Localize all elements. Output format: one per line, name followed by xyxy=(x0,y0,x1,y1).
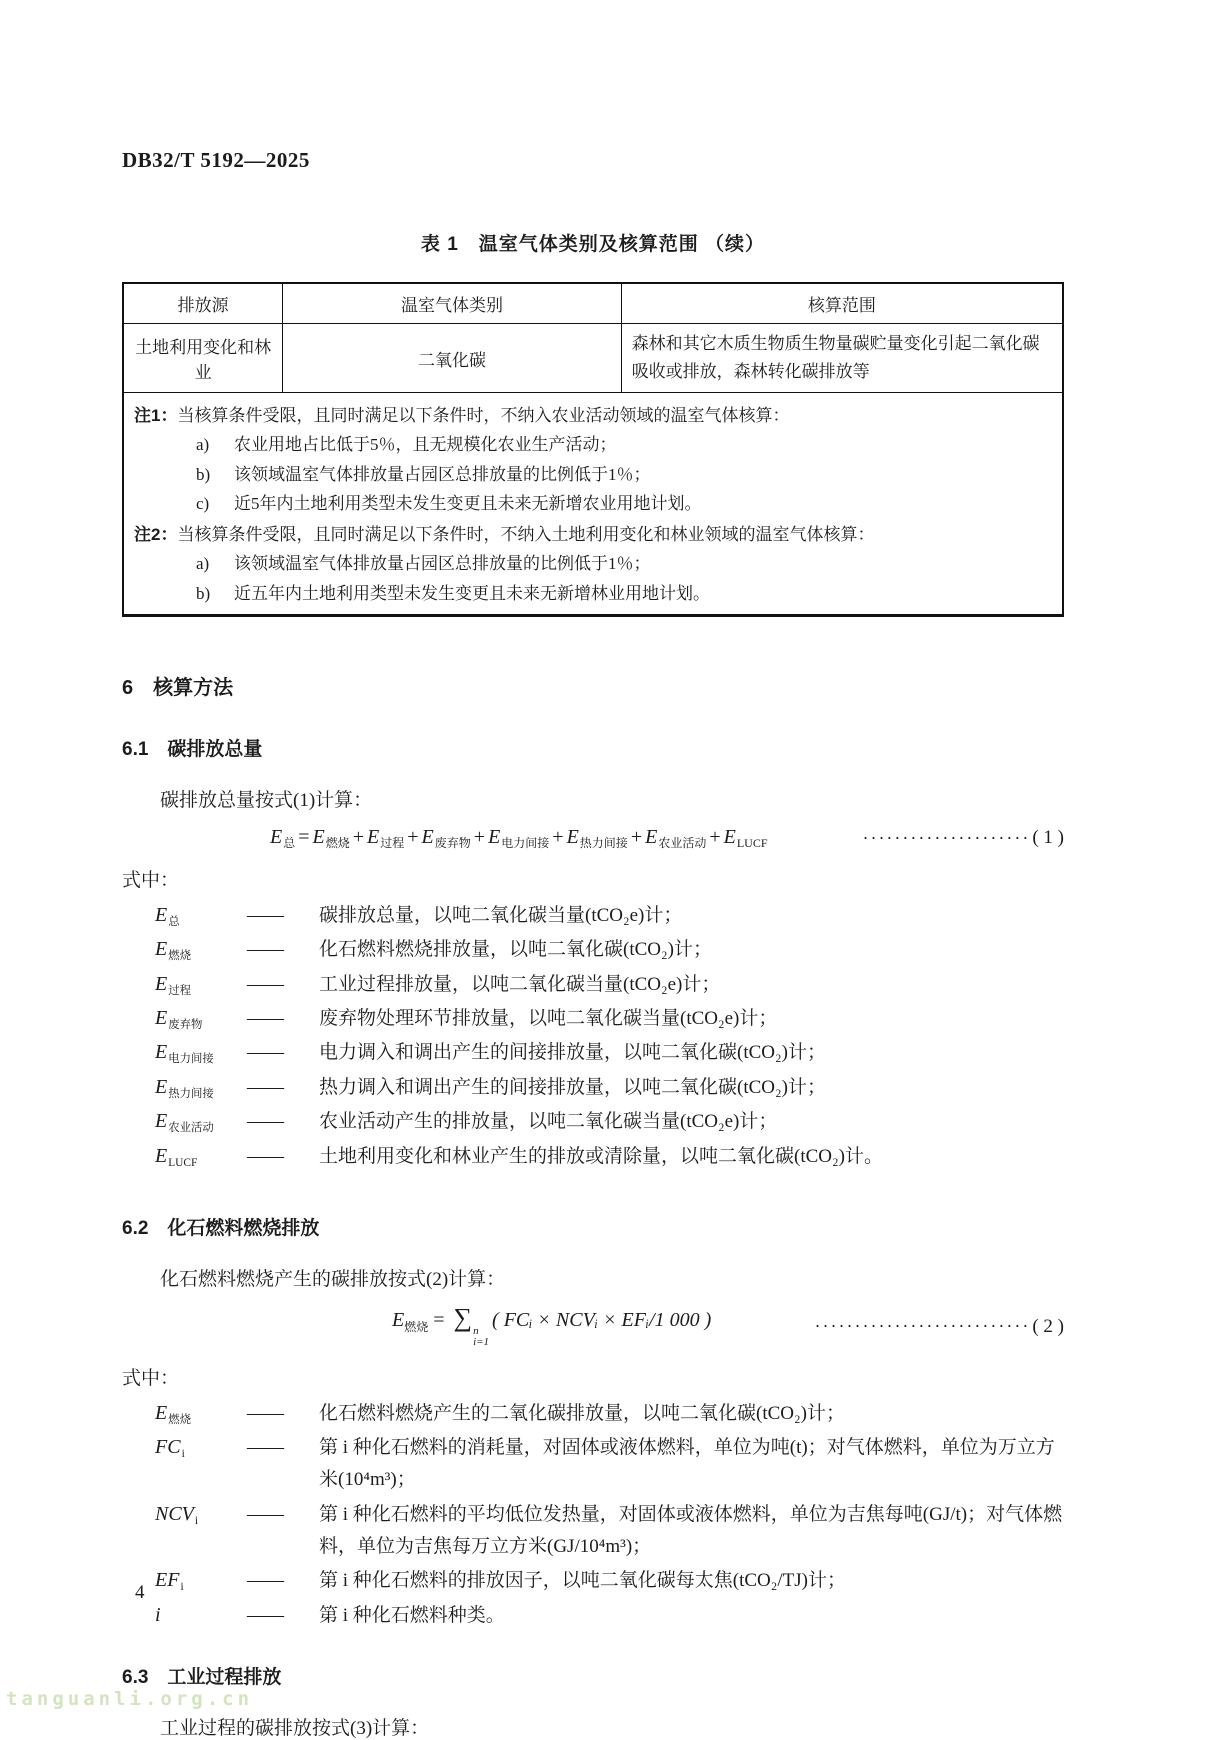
symbol-subscript: 电力间接 xyxy=(168,1053,214,1066)
formula-symbol: E xyxy=(392,1308,405,1331)
definition-description: 化石燃料燃烧产生的二氧化碳排放量，以吨二氧化碳(tCO₂)计； xyxy=(319,1402,845,1424)
definition-description: 第 i 种化石燃料种类。 xyxy=(319,1604,505,1626)
definition-symbol xyxy=(155,1497,247,1531)
definition-description: 工业过程排放量，以吨二氧化碳当量(tCO₂e)计； xyxy=(319,973,721,995)
definition-item xyxy=(155,1497,1064,1564)
symbol-subscript: 过程 xyxy=(168,984,192,997)
definition-dash: —— xyxy=(247,1008,283,1030)
definition-dash: —— xyxy=(247,1503,283,1525)
symbol-base: E xyxy=(155,1110,168,1133)
definition-symbol xyxy=(155,1070,247,1104)
formula-symbol: E xyxy=(312,825,325,848)
definition-dash: —— xyxy=(247,1145,283,1167)
formula-symbol: E xyxy=(723,825,736,848)
definition-description: 农业活动产生的排放量，以吨二氧化碳当量(tCO₂e)计； xyxy=(319,1111,778,1133)
doc-number: DB32/T 5192—2025 xyxy=(122,148,310,172)
definition-item xyxy=(155,1104,1064,1138)
formula-symbol: E xyxy=(270,825,283,848)
definition-symbol xyxy=(155,1104,247,1138)
formula-operator: = xyxy=(298,825,310,848)
definition-symbol xyxy=(155,1430,247,1464)
note-2-items xyxy=(134,549,1052,607)
definition-symbol xyxy=(155,932,247,966)
sum-limits xyxy=(473,1326,489,1349)
definition-dash: —— xyxy=(247,1042,283,1064)
definition-description: 热力调入和调出产生的间接排放量，以吨二氧化碳(tCO₂)计； xyxy=(319,1076,826,1098)
formula-2-body xyxy=(392,1302,712,1349)
note-2-head xyxy=(134,520,1052,549)
note-item-label: b) xyxy=(196,464,211,484)
formula-operator: + xyxy=(552,825,564,848)
definition-dash: —— xyxy=(247,1111,283,1133)
formula-1 xyxy=(122,826,1064,851)
col-header-scope: 核算范围 xyxy=(621,283,1063,324)
s61-definitions xyxy=(155,898,1064,1173)
definition-item xyxy=(155,1139,1064,1173)
formula-symbol: E xyxy=(367,825,380,848)
symbol-base: E xyxy=(155,903,168,926)
symbol-subscript: 农业活动 xyxy=(168,1122,214,1135)
note-item-text: 近5年内土地利用类型未发生变更且未来无新增农业用地计划。 xyxy=(234,493,702,513)
definition-dash: —— xyxy=(247,904,283,926)
cell-gas-type: 二氧化碳 xyxy=(283,324,621,393)
formula-symbol: E xyxy=(488,825,501,848)
formula-operator: + xyxy=(473,825,486,848)
definition-dash: —— xyxy=(247,1402,283,1424)
note-item-label: a) xyxy=(196,554,210,574)
symbol-base: FC xyxy=(155,1436,181,1459)
symbol-base: EF xyxy=(155,1569,180,1592)
s61-intro: 碳排放总量按式(1)计算： xyxy=(160,789,373,811)
heading-6: 6 核算方法 xyxy=(122,676,234,699)
formula-term xyxy=(628,826,707,848)
definition-dash: —— xyxy=(247,1076,283,1098)
note-1-label: 注1： xyxy=(134,406,178,426)
definition-description: 碳排放总量，以吨二氧化碳当量(tCO₂e)计； xyxy=(319,904,683,926)
formula-subscript: 过程 xyxy=(380,835,405,850)
col-header-gas: 温室气体类别 xyxy=(283,283,621,324)
formula-term xyxy=(264,826,295,848)
symbol-subscript: LUCF xyxy=(168,1156,198,1169)
definition-symbol xyxy=(155,1396,247,1430)
formula-term xyxy=(404,826,471,848)
formula-subscript: 农业活动 xyxy=(658,835,707,850)
definition-description: 化石燃料燃烧排放量，以吨二氧化碳(tCO₂)计； xyxy=(319,939,712,961)
symbol-subscript: 废弃物 xyxy=(168,1019,203,1032)
formula-term xyxy=(295,826,350,848)
definition-item xyxy=(155,1598,1064,1632)
ghg-scope-table xyxy=(122,282,1064,617)
definition-item xyxy=(155,1563,1064,1597)
definition-item xyxy=(155,1396,1064,1430)
table-title: 表 1 温室气体类别及核算范围 （续） xyxy=(420,234,766,255)
note-1-head xyxy=(134,401,1052,430)
definition-description: 第 i 种化石燃料的平均低位发热量，对固体或液体燃料，单位为吉焦每吨(GJ/t)；对气体燃料，单位为吉焦每万立方米(GJ/10⁴m³)； xyxy=(319,1503,1063,1557)
equals-sign: = xyxy=(428,1308,450,1331)
symbol-base: i xyxy=(155,1603,161,1626)
symbol-subscript: 总 xyxy=(168,915,180,928)
definition-description: 电力调入和调出产生的间接排放量，以吨二氧化碳(tCO₂)计； xyxy=(319,1042,826,1064)
symbol-subscript: i xyxy=(194,1514,199,1527)
table-row xyxy=(123,324,1063,393)
formula-symbol: E xyxy=(421,825,434,848)
table-header-row xyxy=(123,283,1063,324)
symbol-base: E xyxy=(155,1041,168,1064)
definition-item xyxy=(155,932,1064,966)
symbol-subscript: i xyxy=(180,1581,184,1594)
formula-1-dot-leader: ····················· xyxy=(862,827,1031,848)
formula-symbol: E xyxy=(566,825,579,848)
note-item-text: 该领域温室气体排放量占园区总排放量的比例低于1％； xyxy=(234,464,651,484)
definition-symbol xyxy=(155,967,247,1001)
formula-1-body xyxy=(264,826,768,851)
symbol-subscript: 燃烧 xyxy=(168,950,192,963)
note-1 xyxy=(134,401,1052,518)
note-item xyxy=(196,549,1052,578)
formula-term xyxy=(471,826,550,848)
note-item-text: 该领域温室气体排放量占园区总排放量的比例低于1％； xyxy=(234,554,651,574)
note-item xyxy=(196,460,1052,489)
definition-dash: —— xyxy=(247,973,283,995)
definition-symbol xyxy=(155,1001,247,1035)
note-item-text: 农业用地占比低于5％，且无规模化农业生产活动； xyxy=(234,435,617,455)
symbol-base: E xyxy=(155,1401,168,1424)
formula-1-number: ( 1 ) xyxy=(1032,827,1064,849)
note-item xyxy=(196,579,1052,608)
definition-item xyxy=(155,1001,1064,1035)
definition-symbol xyxy=(155,898,247,932)
formula-subscript: 废弃物 xyxy=(434,835,471,850)
formula-subscript: 燃烧 xyxy=(404,1319,429,1334)
formula-expression: ( FCᵢ × NCVᵢ × EFᵢ/1 000 ) xyxy=(492,1308,712,1331)
sum-symbol: ∑ xyxy=(453,1302,473,1332)
definition-description: 废弃物处理环节排放量，以吨二氧化碳当量(tCO₂e)计； xyxy=(319,1008,778,1030)
formula-term xyxy=(706,826,767,848)
s63-intro: 工业过程的碳排放按式(3)计算： xyxy=(160,1718,430,1740)
symbol-base: NCV xyxy=(155,1502,194,1525)
formula-subscript: 总 xyxy=(283,835,296,850)
sum-lower-limit: i=1 xyxy=(473,1336,490,1349)
symbol-base: E xyxy=(155,972,168,995)
formula-subscript: LUCF xyxy=(736,835,768,850)
note-2-label: 注2： xyxy=(134,525,178,545)
heading-6-1: 6.1 碳排放总量 xyxy=(122,738,263,760)
formula-operator: + xyxy=(630,825,643,848)
definition-symbol xyxy=(155,1598,247,1632)
definition-dash: —— xyxy=(247,1570,283,1592)
s62-definitions xyxy=(155,1396,1064,1632)
table-notes xyxy=(123,393,1063,616)
cell-emission-source: 土地利用变化和林业 xyxy=(123,324,283,393)
symbol-base: E xyxy=(155,938,168,961)
symbol-base: E xyxy=(155,1144,168,1167)
note-item-label: c) xyxy=(196,493,210,513)
definition-symbol xyxy=(155,1035,247,1069)
formula-2-dot-leader: ··························· xyxy=(814,1316,1031,1337)
note-item-label: a) xyxy=(196,435,210,455)
formula-subscript: 热力间接 xyxy=(579,835,628,850)
definition-item xyxy=(155,1035,1064,1069)
table-notes-row xyxy=(123,393,1063,616)
note-2 xyxy=(134,520,1052,608)
s61-where-label: 式中： xyxy=(122,869,180,891)
definition-description: 土地利用变化和林业产生的排放或清除量，以吨二氧化碳(tCO₂)计。 xyxy=(319,1145,883,1167)
formula-term xyxy=(350,826,405,848)
symbol-subscript: i xyxy=(181,1448,185,1461)
note-item xyxy=(196,489,1052,518)
definition-item xyxy=(155,967,1064,1001)
note-item-text: 近五年内土地利用类型未发生变更且未来无新增林业用地计划。 xyxy=(234,583,710,603)
formula-symbol: E xyxy=(645,825,658,848)
s62-where-label: 式中： xyxy=(122,1367,180,1389)
definition-item xyxy=(155,1070,1064,1104)
symbol-subscript: 热力间接 xyxy=(168,1087,214,1100)
note-item xyxy=(196,430,1052,459)
note-2-intro: 当核算条件受限，且同时满足以下条件时，不纳入土地利用变化和林业领域的温室气体核算： xyxy=(177,525,875,545)
heading-6-2: 6.2 化石燃料燃烧排放 xyxy=(122,1217,320,1239)
definition-item xyxy=(155,898,1064,932)
definition-symbol xyxy=(155,1139,247,1173)
sum-upper-limit: n xyxy=(473,1324,479,1337)
cell-accounting-scope: 森林和其它木质生物质生物量碳贮量变化引起二氧化碳吸收或排放，森林转化碳排放等 xyxy=(621,324,1063,393)
formula-2-number: ( 2 ) xyxy=(1032,1315,1064,1337)
definition-dash: —— xyxy=(247,1437,283,1459)
heading-6-3: 6.3 工业过程排放 xyxy=(122,1667,282,1689)
note-1-intro: 当核算条件受限，且同时满足以下条件时，不纳入农业活动领域的温室气体核算： xyxy=(177,406,790,426)
formula-operator: + xyxy=(709,825,721,848)
watermark: tanguanli.org.cn xyxy=(6,1688,254,1710)
s62-intro: 化石燃料燃烧产生的碳排放按式(2)计算： xyxy=(160,1268,506,1290)
note-item-label: b) xyxy=(196,583,211,603)
note-1-items xyxy=(134,430,1052,518)
formula-operator: + xyxy=(407,825,419,848)
formula-subscript: 燃烧 xyxy=(325,835,350,850)
page-number: 4 xyxy=(135,1582,145,1603)
formula-term xyxy=(549,826,628,848)
formula-2 xyxy=(122,1302,1064,1349)
definition-symbol xyxy=(155,1563,247,1597)
definition-description: 第 i 种化石燃料的消耗量，对固体或液体燃料，单位为吨(t)；对气体燃料，单位为万立方米(10⁴m³)； xyxy=(319,1437,1055,1491)
definition-description: 第 i 种化石燃料的排放因子，以吨二氧化碳每太焦(tCO₂/TJ)计； xyxy=(319,1570,847,1592)
symbol-base: E xyxy=(155,1007,168,1030)
symbol-subscript: 燃烧 xyxy=(168,1413,192,1426)
col-header-source: 排放源 xyxy=(123,283,283,324)
formula-operator: + xyxy=(352,825,365,848)
definition-dash: —— xyxy=(247,939,283,961)
definition-dash: —— xyxy=(247,1604,283,1626)
symbol-base: E xyxy=(155,1075,168,1098)
formula-subscript: 电力间接 xyxy=(501,835,550,850)
definition-item xyxy=(155,1430,1064,1497)
